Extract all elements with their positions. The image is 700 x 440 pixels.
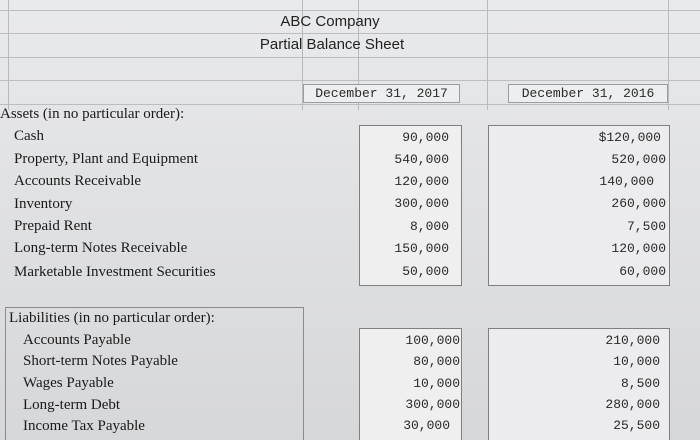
liabilities-heading: Liabilities (in no particular order): bbox=[9, 310, 215, 326]
asset-value-2017: 90,000 bbox=[402, 130, 449, 145]
asset-value-2017: 120,000 bbox=[394, 174, 449, 189]
asset-label: Cash bbox=[14, 128, 44, 144]
asset-value-2016: 520,000 bbox=[611, 152, 666, 167]
liability-label: Accounts Payable bbox=[23, 332, 131, 348]
liability-value-2016: 10,000 bbox=[613, 354, 660, 369]
company-title: ABC Company bbox=[280, 13, 380, 30]
asset-label: Long-term Notes Receivable bbox=[14, 240, 188, 256]
liability-value-2017: 30,000 bbox=[403, 418, 450, 433]
liability-value-2016: 8,500 bbox=[620, 376, 660, 391]
liability-value-2016: 25,500 bbox=[613, 418, 660, 433]
asset-label: Inventory bbox=[14, 196, 73, 212]
asset-value-2017: 540,000 bbox=[394, 152, 449, 167]
liability-label: Long-term Debt bbox=[23, 397, 121, 413]
liability-label: Short-term Notes Payable bbox=[23, 353, 178, 369]
grid-line bbox=[487, 0, 488, 110]
liability-value-2017: 100,000 bbox=[405, 333, 460, 348]
asset-value-2017: 300,000 bbox=[394, 196, 449, 211]
grid-line bbox=[0, 80, 700, 81]
asset-value-2016: 140,000 bbox=[599, 174, 654, 189]
grid-line bbox=[0, 10, 700, 11]
report-title: Partial Balance Sheet bbox=[259, 36, 405, 53]
asset-label: Marketable Investment Securities bbox=[14, 264, 216, 280]
column-header-2016: December 31, 2016 bbox=[508, 84, 668, 103]
asset-value-2016: 120,000 bbox=[611, 241, 666, 256]
grid-line bbox=[0, 33, 700, 34]
assets-heading: Assets (in no particular order): bbox=[0, 106, 185, 122]
grid-line bbox=[0, 57, 700, 58]
asset-value-2017: 50,000 bbox=[402, 264, 449, 279]
asset-value-2016: $120,000 bbox=[598, 130, 661, 145]
asset-value-2017: 150,000 bbox=[394, 241, 449, 256]
liability-value-2017: 300,000 bbox=[405, 397, 460, 412]
asset-value-2016: 60,000 bbox=[619, 264, 666, 279]
asset-value-2016: 260,000 bbox=[611, 196, 666, 211]
asset-label: Accounts Receivable bbox=[14, 173, 142, 189]
asset-value-2016: 7,500 bbox=[626, 219, 666, 234]
asset-label: Property, Plant and Equipment bbox=[14, 151, 198, 167]
column-header-2017: December 31, 2017 bbox=[303, 84, 460, 103]
asset-label: Prepaid Rent bbox=[14, 218, 92, 234]
liability-label: Wages Payable bbox=[23, 375, 114, 391]
grid-line bbox=[0, 104, 700, 105]
liability-value-2017: 80,000 bbox=[413, 354, 460, 369]
grid-line bbox=[8, 0, 9, 110]
liability-value-2017: 10,000 bbox=[413, 376, 460, 391]
liability-value-2016: 280,000 bbox=[605, 397, 660, 412]
asset-value-2017: 8,000 bbox=[409, 219, 449, 234]
grid-line bbox=[668, 0, 669, 110]
liability-label: Income Tax Payable bbox=[23, 418, 145, 434]
liability-value-2016: 210,000 bbox=[605, 333, 660, 348]
